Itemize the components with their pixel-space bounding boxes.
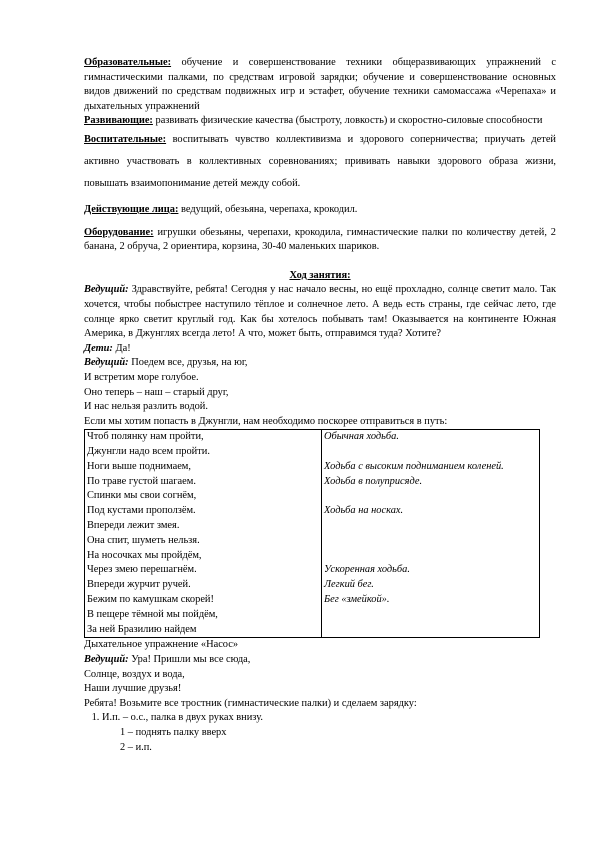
intro-speaker: Ведущий:	[84, 284, 129, 296]
goal-upbringing-text: воспитывать чувство коллективизма и здорового соперничества; приучать детей активно участвовать в коллективных соревнованиях; прививать навыки здорового образа жизни, повышать взаимопонимание детей между собой.	[84, 133, 556, 189]
exercise-step: 1 – поднять палку вверх	[120, 727, 227, 738]
characters	[84, 203, 556, 218]
poem2-speaker: Ведущий:	[84, 654, 129, 666]
verse-line: По траве густой шагаем.	[87, 475, 196, 487]
verse-line: Впереди журчит ручей.	[87, 579, 191, 591]
breathing-exercise: Дыхательное упражнение «Насос»	[84, 639, 239, 651]
poem1-line: Оно теперь – наш – старый друг,	[84, 386, 229, 398]
verse-line: Впереди лежит змея.	[87, 520, 180, 532]
goal-educational-text: обучение и совершенствование техники общеразвивающих упражнений с гимнастическими палками, по средствам игровой зарядки; обучение и совершенствование основных видов движений по средствам подвижных игр и эстафет, обучение техники самомассажа «Черепаха» и дыхательных упражнений	[84, 57, 556, 112]
movement-line: Обычная ходьба.	[324, 431, 399, 443]
verse-line: Под кустами проползём.	[87, 505, 196, 517]
verse-line: Она спит, шуметь нельзя.	[87, 534, 200, 546]
movement-line	[324, 519, 537, 534]
verse-line: Ноги выше поднимаем,	[87, 460, 191, 472]
movement-line	[324, 608, 537, 623]
movement-line	[324, 489, 537, 504]
poem1-line: И нас нельзя разлить водой.	[84, 401, 208, 413]
intro-text: Здравствуйте, ребята! Сегодня у нас начало весны, но ещё прохладно, солнце светит мало. Так хочется, чтобы побыстрее наступило тёплое и солнечное лето. А ведь есть страны, где сейчас лето, где солнце ярко светит круглый год. Как бы хотелось побывать там! Оказывается на континенте Южная Америка, в Джунглях всегда лето! А что, может быть, отправимся туда? Хотите?	[84, 284, 556, 340]
equipment-label: Оборудование:	[84, 226, 154, 238]
movement-line	[324, 445, 537, 460]
goal-educational	[84, 56, 556, 114]
movement-line: Ходьба с высоким подниманием коленей.	[324, 460, 504, 472]
verse-line: Спинки мы свои согнём,	[87, 490, 197, 502]
table-row	[85, 430, 540, 638]
goal-upbringing-label: Воспитательные:	[84, 133, 167, 145]
verse-line: Чтоб полянку нам пройти,	[87, 431, 204, 443]
transition-text: Если мы хотим попасть в Джунгли, нам необходимо поскорее отправиться в путь:	[84, 415, 448, 427]
goal-developing-label: Развивающие:	[84, 115, 153, 127]
goal-developing-text: развивать физические качества (быстроту, ловкость) и скоростно-силовые способности	[152, 115, 543, 127]
poem2-first-line	[84, 653, 556, 668]
movement-cell	[322, 430, 540, 638]
verse-line: За ней Бразилию найдем	[87, 623, 197, 635]
verse-line: Джунгли надо всем пройти.	[87, 446, 210, 458]
verse-cell	[85, 430, 322, 638]
poem2-first: Ура! Пришли мы все сюда,	[128, 654, 251, 666]
movement-line	[324, 549, 537, 564]
equipment-text: игрушки обезьяны, черепахи, крокодила, гимнастические палки по количеству детей, 2 банана, 2 обруча, 2 ориентира, корзина, 30-40 маленьких шариков.	[84, 226, 556, 253]
goal-educational-label: Образовательные:	[84, 57, 172, 68]
movement-line: Бег «змейкой».	[324, 594, 390, 606]
exercise-list	[84, 711, 556, 726]
movement-line	[324, 534, 537, 549]
verse-line: Через змею перешагнём.	[87, 564, 197, 576]
kids-speaker: Дети:	[84, 342, 113, 354]
movement-line: Ускоренная ходьба.	[324, 564, 410, 576]
kids-text: Да!	[112, 342, 131, 354]
poem2-line: Солнце, воздух и вода,	[84, 668, 185, 680]
lesson-heading: Ход занятия:	[289, 269, 351, 281]
poem1-line: И встретим море голубое.	[84, 371, 199, 383]
characters-text: ведущий, обезьяна, черепаха, крокодил.	[178, 203, 358, 215]
poem1-first-line	[84, 356, 556, 371]
equipment	[84, 226, 556, 255]
kids-reply	[84, 342, 556, 357]
movement-table	[84, 429, 540, 638]
verse-line: В пещере тёмной мы пойдём,	[87, 608, 218, 620]
movement-line: Легкий бег.	[324, 579, 374, 591]
movement-line: Ходьба в полуприсяде.	[324, 475, 423, 487]
exercise-step: 2 – и.п.	[120, 741, 152, 753]
movement-line	[324, 623, 537, 638]
document-page	[84, 56, 556, 755]
movement-line: Ходьба на носках.	[324, 505, 404, 517]
verse-line: Бежим по камушкам скорей!	[87, 594, 214, 606]
verse-line: На носочках мы пройдём,	[87, 549, 202, 561]
exercise-item-text: И.п. – о.с., палка в двух руках внизу.	[102, 712, 263, 724]
exercise-item	[102, 711, 556, 726]
poem2-line: Наши лучшие друзья!	[84, 683, 182, 695]
poem1-speaker: Ведущий:	[84, 357, 129, 369]
goal-upbringing	[84, 129, 556, 195]
intro-paragraph	[84, 283, 556, 341]
poem1-first: Поедем все, друзья, на юг,	[128, 357, 248, 369]
goal-developing	[84, 114, 556, 129]
call-text: Ребята! Возьмите все тростник (гимнастические палки) и сделаем зарядку:	[84, 697, 417, 709]
characters-label: Действующие лица:	[84, 203, 179, 215]
